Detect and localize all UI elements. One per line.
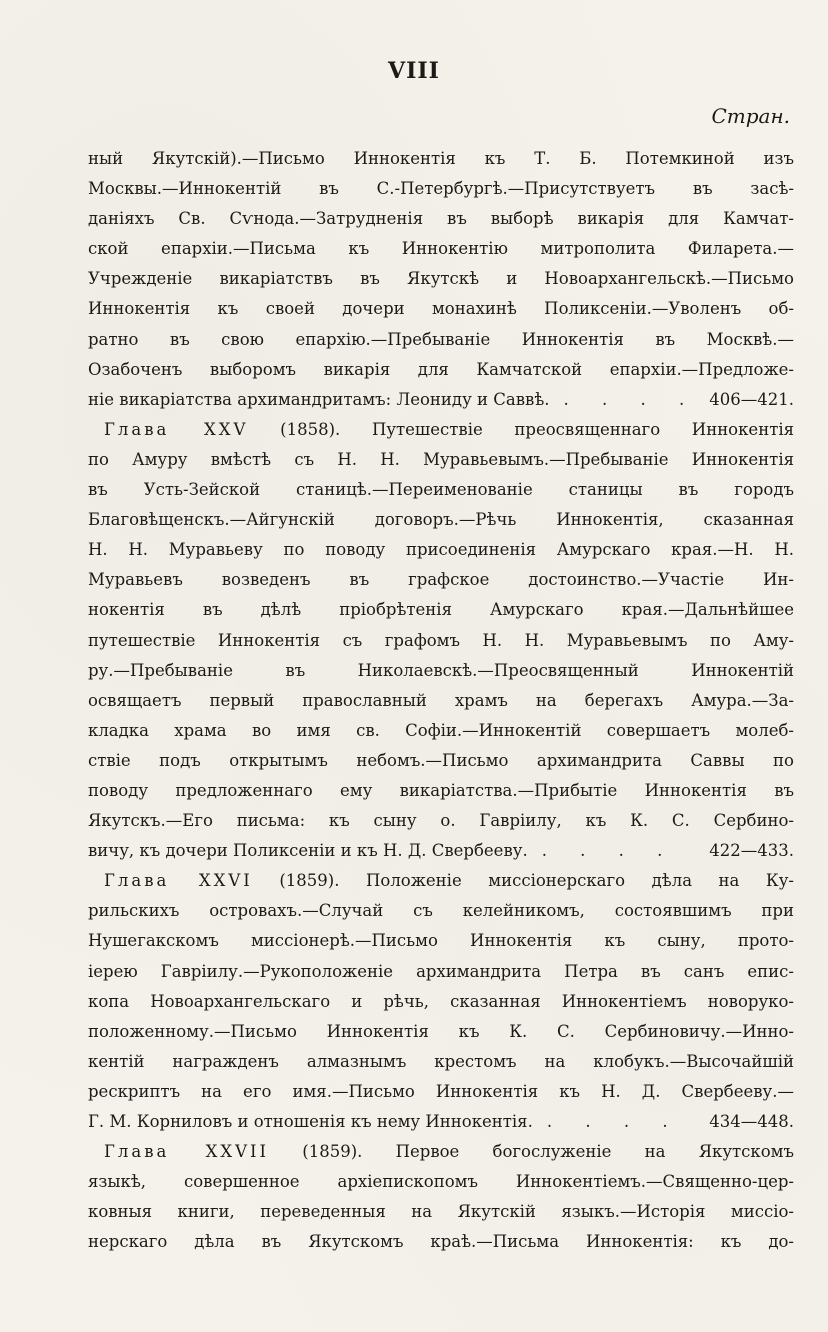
toc-line: путешествіе Иннокентія съ графомъ Н. Н. Муравьевымъ по Аму- <box>88 630 794 650</box>
toc-line: копа Новоархангельскаго и рѣчь, сказанная Иннокентіемъ новоруко- <box>88 991 794 1011</box>
toc-line: ратно въ свою епархію.—Пребываніе Иннокентія въ Москвѣ.— <box>88 329 794 349</box>
toc-entry-end <box>88 836 794 866</box>
toc-line: языкѣ, совершенное архіепископомъ Иннокентіемъ.—Священно-цер- <box>88 1172 794 1192</box>
toc-line: іерею Гавріилу.—Рукоположеніе архимандрита Петра въ санъ епис- <box>88 961 794 981</box>
chapter-heading-line <box>88 1137 794 1167</box>
toc-line: положенному.—Письмо Иннокентія къ К. С. Сербиновичу.—Инно- <box>88 1021 794 1041</box>
page-number: VIII <box>388 58 440 84</box>
toc-line: даніяхъ Св. Сѵнода.—Затрудненія въ выборѣ викарія для Камчат- <box>88 209 794 229</box>
toc-line: Якутскъ.—Его письма: къ сыну о. Гавріилу, къ К. С. Сербино- <box>88 811 794 831</box>
toc-line: ской епархіи.—Письма къ Иннокентію митрополита Филарета.— <box>88 239 794 259</box>
toc-line: ру.—Пребываніе въ Николаевскѣ.—Преосвященный Иннокентій <box>88 660 794 680</box>
page-range: 422—433. <box>709 841 794 861</box>
chapter-label: Глава XXVII <box>104 1142 270 1162</box>
toc-line: кентій награжденъ алмазнымъ крестомъ на клобукъ.—Высочайшій <box>88 1051 794 1071</box>
toc-line: рескриптъ на его имя.—Письмо Иннокентія къ Н. Д. Свербееву.— <box>88 1081 794 1101</box>
table-of-contents-text <box>88 144 794 1257</box>
toc-line: Н. Н. Муравьеву по поводу присоединенія Амурскаго края.—Н. Н. <box>88 540 794 560</box>
toc-entry-end <box>88 1107 794 1137</box>
toc-line: Нушегакскомъ миссіонерѣ.—Письмо Иннокентія къ сыну, прото- <box>88 931 794 951</box>
chapter-heading-text: (1859). Первое богослуженіе на Якутскомъ <box>302 1142 794 1162</box>
toc-line: Озабоченъ выборомъ викарія для Камчатской епархіи.—Предложе- <box>88 359 794 379</box>
chapter-label: Глава XXVI <box>104 871 253 891</box>
toc-line: ствіе подъ открытымъ небомъ.—Письмо архимандрита Саввы по <box>88 750 794 770</box>
toc-line: кладка храма во имя св. Софіи.—Иннокентій совершаетъ молеб- <box>88 720 794 740</box>
pages-column-header: Стран. <box>711 104 790 128</box>
toc-line: Москвы.—Иннокентій въ С.-Петербургѣ.—Присутствуетъ въ засѣ- <box>88 179 794 199</box>
toc-line: вичу, къ дочери Поликсеніи и къ Н. Д. Свербееву. <box>88 841 528 861</box>
toc-line: поводу предложеннаго ему викаріатства.—Прибытіе Иннокентія въ <box>88 780 794 800</box>
toc-line: нерскаго дѣла въ Якутскомъ краѣ.—Письма Иннокентія: къ до- <box>88 1232 794 1252</box>
toc-line: ковныя книги, переведенныя на Якутскій языкъ.—Исторія миссіо- <box>88 1202 794 1222</box>
chapter-heading-text: (1859). Положеніе миссіонерскаго дѣла на Ку- <box>279 871 794 891</box>
toc-line: нокентія въ дѣлѣ пріобрѣтенія Амурскаго края.—Дальнѣйшее <box>88 600 794 620</box>
toc-line: Муравьевъ возведенъ въ графское достоинство.—Участіе Ин- <box>88 570 794 590</box>
leader-dots: . . . . <box>546 1112 682 1131</box>
toc-line: по Амуру вмѣстѣ съ Н. Н. Муравьевымъ.—Пребываніе Иннокентія <box>88 449 794 469</box>
chapter-heading-text: (1858). Путешествіе преосвященнаго Иннокентія <box>280 419 794 439</box>
toc-line: Иннокентія къ своей дочери монахинѣ Поликсеніи.—Уволенъ об- <box>88 299 794 319</box>
chapter-label: Глава XXV <box>104 419 249 439</box>
toc-line: въ Усть-Зейской станицѣ.—Переименованіе станицы въ городъ <box>88 480 794 500</box>
page-range: 434—448. <box>709 1112 794 1131</box>
chapter-heading-line <box>88 866 794 896</box>
toc-line: рильскихъ островахъ.—Случай съ келейникомъ, состоявшимъ при <box>88 901 794 921</box>
toc-entry-end <box>88 385 794 415</box>
toc-line: ніе викаріатства архимандритамъ: Леониду и Саввѣ. <box>88 389 550 409</box>
toc-line: Благовѣщенскъ.—Айгунскій договоръ.—Рѣчь Иннокентія, сказанная <box>88 510 794 530</box>
chapter-heading-line <box>88 415 794 445</box>
leader-dots: . . . . <box>563 389 699 409</box>
page-range: 406—421. <box>709 389 794 409</box>
toc-line: ный Якутскій).—Письмо Иннокентія къ Т. Б. Потемкиной изъ <box>88 149 794 168</box>
toc-line: Г. М. Корниловъ и отношенія къ нему Иннокентія. <box>88 1112 533 1131</box>
leader-dots: . . . . <box>541 841 677 861</box>
toc-line: Учрежденіе викаріатствъ въ Якутскѣ и Новоархангельскѣ.—Письмо <box>88 269 794 289</box>
toc-line: освящаетъ первый православный храмъ на берегахъ Амура.—За- <box>88 690 794 710</box>
